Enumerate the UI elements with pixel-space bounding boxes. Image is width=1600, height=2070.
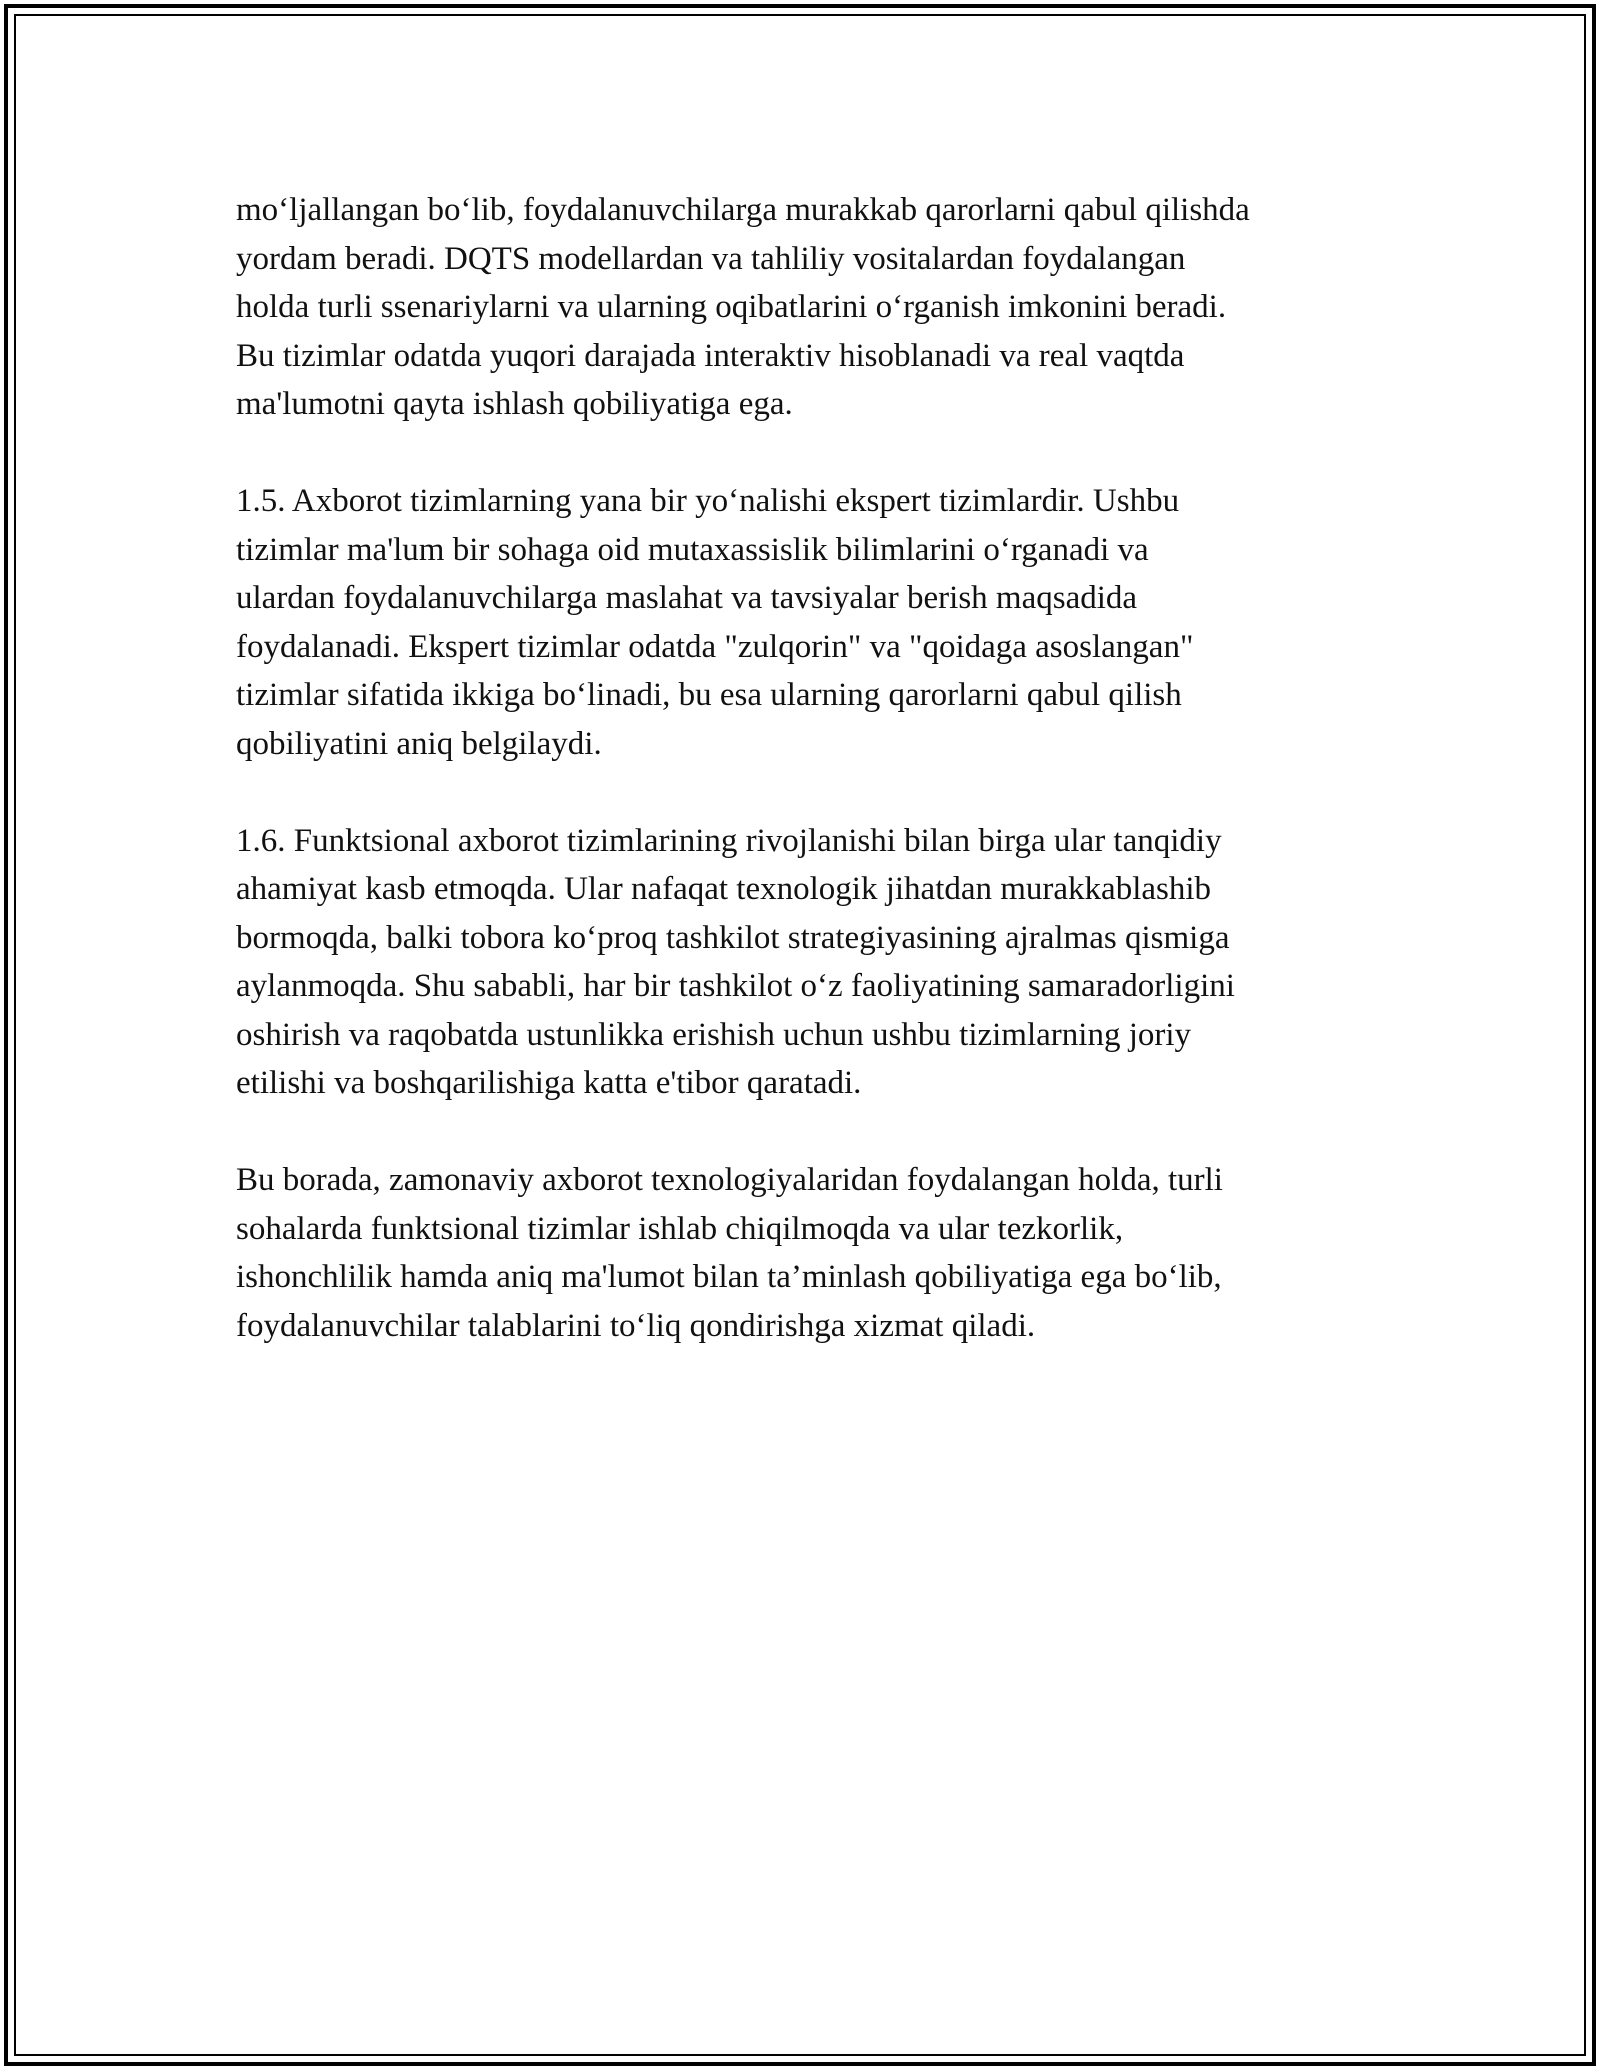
text-line: holda turli ssenariylarni va ularning oqibatlarini o‘rganish imkonini beradi. bbox=[236, 289, 1227, 325]
text-line: mo‘ljallangan bo‘lib, foydalanuvchilarga murakkab qarorlarni qabul qilishda bbox=[236, 192, 1250, 228]
text-line: aylanmoqda. Shu sababli, har bir tashkilot o‘z faoliyatining samaradorligini bbox=[236, 968, 1235, 1004]
text-line: qobiliyatini aniq belgilaydi. bbox=[236, 725, 602, 762]
text-line: oshirish va raqobatda ustunlikka erishish uchun ushbu tizimlarning joriy bbox=[236, 1016, 1192, 1053]
document-body bbox=[236, 186, 1396, 1399]
paragraph-section-1-6 bbox=[236, 817, 1396, 1108]
text-line: bormoqda, balki tobora ko‘proq tashkilot strategiyasining ajralmas qismiga bbox=[236, 919, 1230, 956]
text-line: 1.6. Funktsional axborot tizimlarining rivojlanishi bilan birga ular tanqidiy bbox=[236, 822, 1222, 859]
text-line: Bu tizimlar odatda yuqori darajada interaktiv hisoblanadi va real vaqtda bbox=[236, 337, 1185, 374]
text-line: etilishi va boshqarilishiga katta e'tibor qaratadi. bbox=[236, 1065, 862, 1101]
text-line: tizimlar sifatida ikkiga bo‘linadi, bu esa ularning qarorlarni qabul qilish bbox=[236, 677, 1182, 713]
text-line: ulardan foydalanuvchilarga maslahat va tavsiyalar berish maqsadida bbox=[236, 580, 1138, 616]
paragraph-section-1-5 bbox=[236, 477, 1396, 768]
text-line: Bu borada, zamonaviy axborot texnologiyalaridan foydalangan holda, turli bbox=[236, 1162, 1223, 1198]
text-line: 1.5. Axborot tizimlarning yana bir yo‘nalishi ekspert tizimlardir. Ushbu bbox=[236, 483, 1180, 519]
text-line: ma'lumotni qayta ishlash qobiliyatiga ega. bbox=[236, 386, 793, 422]
text-line: foydalanuvchilar talablarini to‘liq qondirishga xizmat qiladi. bbox=[236, 1307, 1036, 1344]
text-line: ahamiyat kasb etmoqda. Ular nafaqat texnologik jihatdan murakkablashib bbox=[236, 871, 1212, 907]
text-line: tizimlar ma'lum bir sohaga oid mutaxassislik bilimlarini o‘rganadi va bbox=[236, 531, 1149, 568]
text-line: yordam beradi. DQTS modellardan va tahliliy vositalardan foydalangan bbox=[236, 240, 1186, 277]
text-line: ishonchlilik hamda aniq ma'lumot bilan ta’minlash qobiliyatiga ega bo‘lib, bbox=[236, 1259, 1222, 1295]
text-line: foydalanadi. Ekspert tizimlar odatda "zulqorin" va "qoidaga asoslangan" bbox=[236, 628, 1194, 665]
text-line: sohalarda funktsional tizimlar ishlab chiqilmoqda va ular tezkorlik, bbox=[236, 1210, 1124, 1247]
paragraph-conclusion bbox=[236, 1156, 1396, 1350]
paragraph-dqts bbox=[236, 186, 1396, 429]
